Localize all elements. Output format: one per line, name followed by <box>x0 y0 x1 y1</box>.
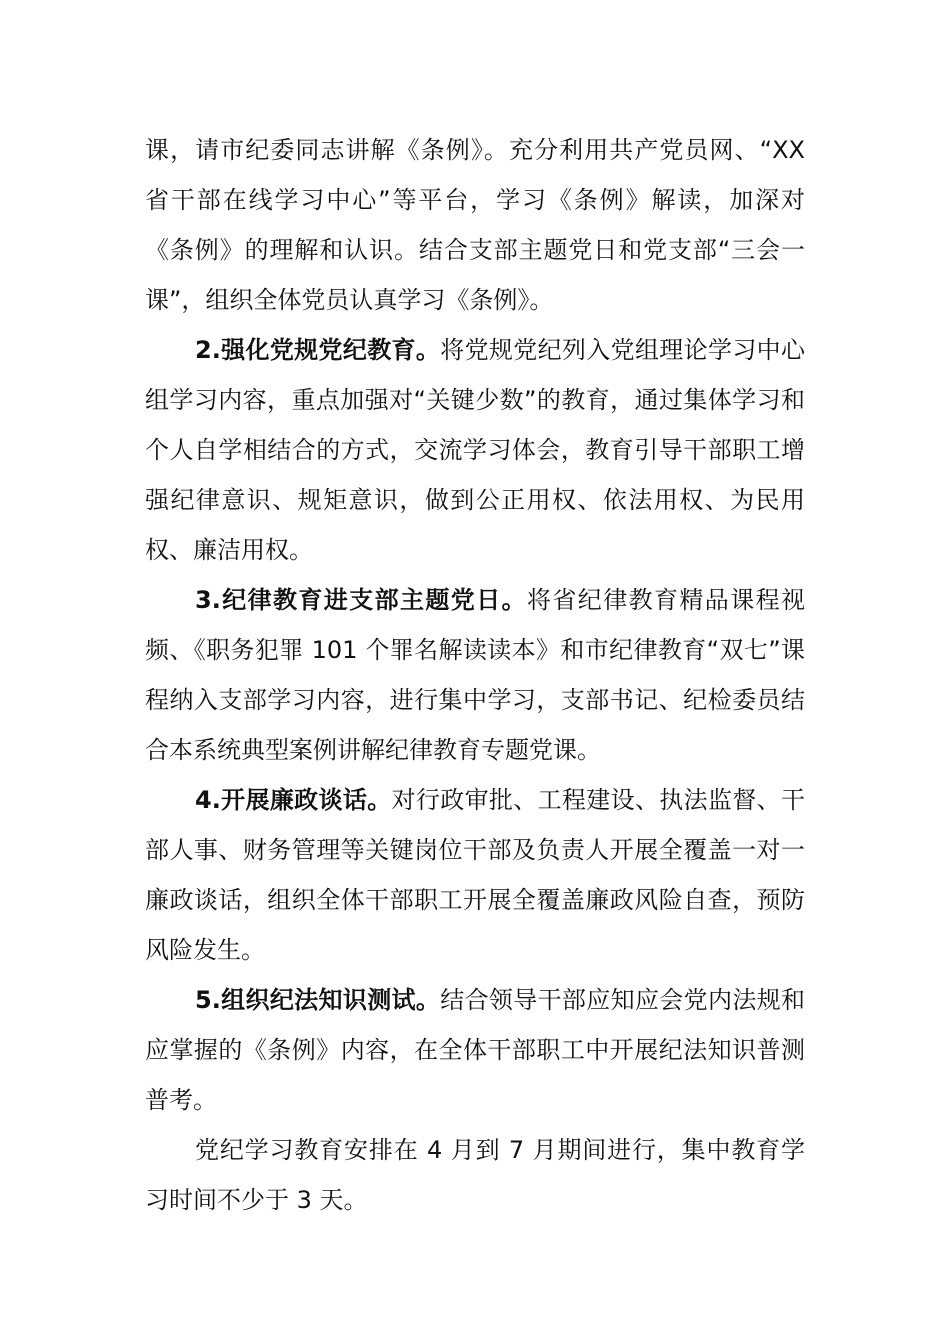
paragraph-schedule <box>145 1125 805 1225</box>
paragraph-item-2 <box>145 325 805 575</box>
paragraph-heading: 3.纪律教育进支部主题党日。 <box>195 586 527 614</box>
paragraph-continuation <box>145 125 805 325</box>
paragraph-text: 对行政审批、工程建设、执法监督、干部人事、财务管理等关键岗位干部及负责人开展全覆盖一对一廉政谈话，组织全体干部职工开展全覆盖廉政风险自查，预防风险发生。 <box>145 786 805 964</box>
paragraph-item-3 <box>145 575 805 775</box>
paragraph-item-5 <box>145 975 805 1125</box>
paragraph-text: 将党规党纪列入党组理论学习中心组学习内容，重点加强对“关键少数”的教育，通过集体学习和个人自学相结合的方式，交流学习体会，教育引导干部职工增强纪律意识、规矩意识，做到公正用权、依法用权、为民用权、廉洁用权。 <box>145 336 806 564</box>
paragraph-heading: 2.强化党规党纪教育。 <box>195 336 441 364</box>
paragraph-text: 结合领导干部应知应会党内法规和应掌握的《条例》内容，在全体干部职工中开展纪法知识普测普考。 <box>145 986 806 1114</box>
paragraph-item-4 <box>145 775 805 975</box>
paragraph-text: 党纪学习教育安排在 4 月到 7 月期间进行，集中教育学习时间不少于 3 天。 <box>145 1136 805 1214</box>
paragraph-text: 课，请市纪委同志讲解《条例》。充分利用共产党员网、“XX 省干部在线学习中心”等平台，学习《条例》解读，加深对《条例》的理解和认识。结合支部主题党日和党支部“三会一课”，组织全体党员认真学习《条例》。 <box>145 136 805 314</box>
document-page <box>145 125 805 1225</box>
paragraph-text: 将省纪律教育精品课程视频、《职务犯罪 101 个罪名解读读本》和市纪律教育“双七”课程纳入支部学习内容，进行集中学习，支部书记、纪检委员结合本系统典型案例讲解纪律教育专题党课。 <box>145 586 805 764</box>
paragraph-heading: 4.开展廉政谈话。 <box>195 786 392 814</box>
paragraph-heading: 5.组织纪法知识测试。 <box>195 986 441 1014</box>
